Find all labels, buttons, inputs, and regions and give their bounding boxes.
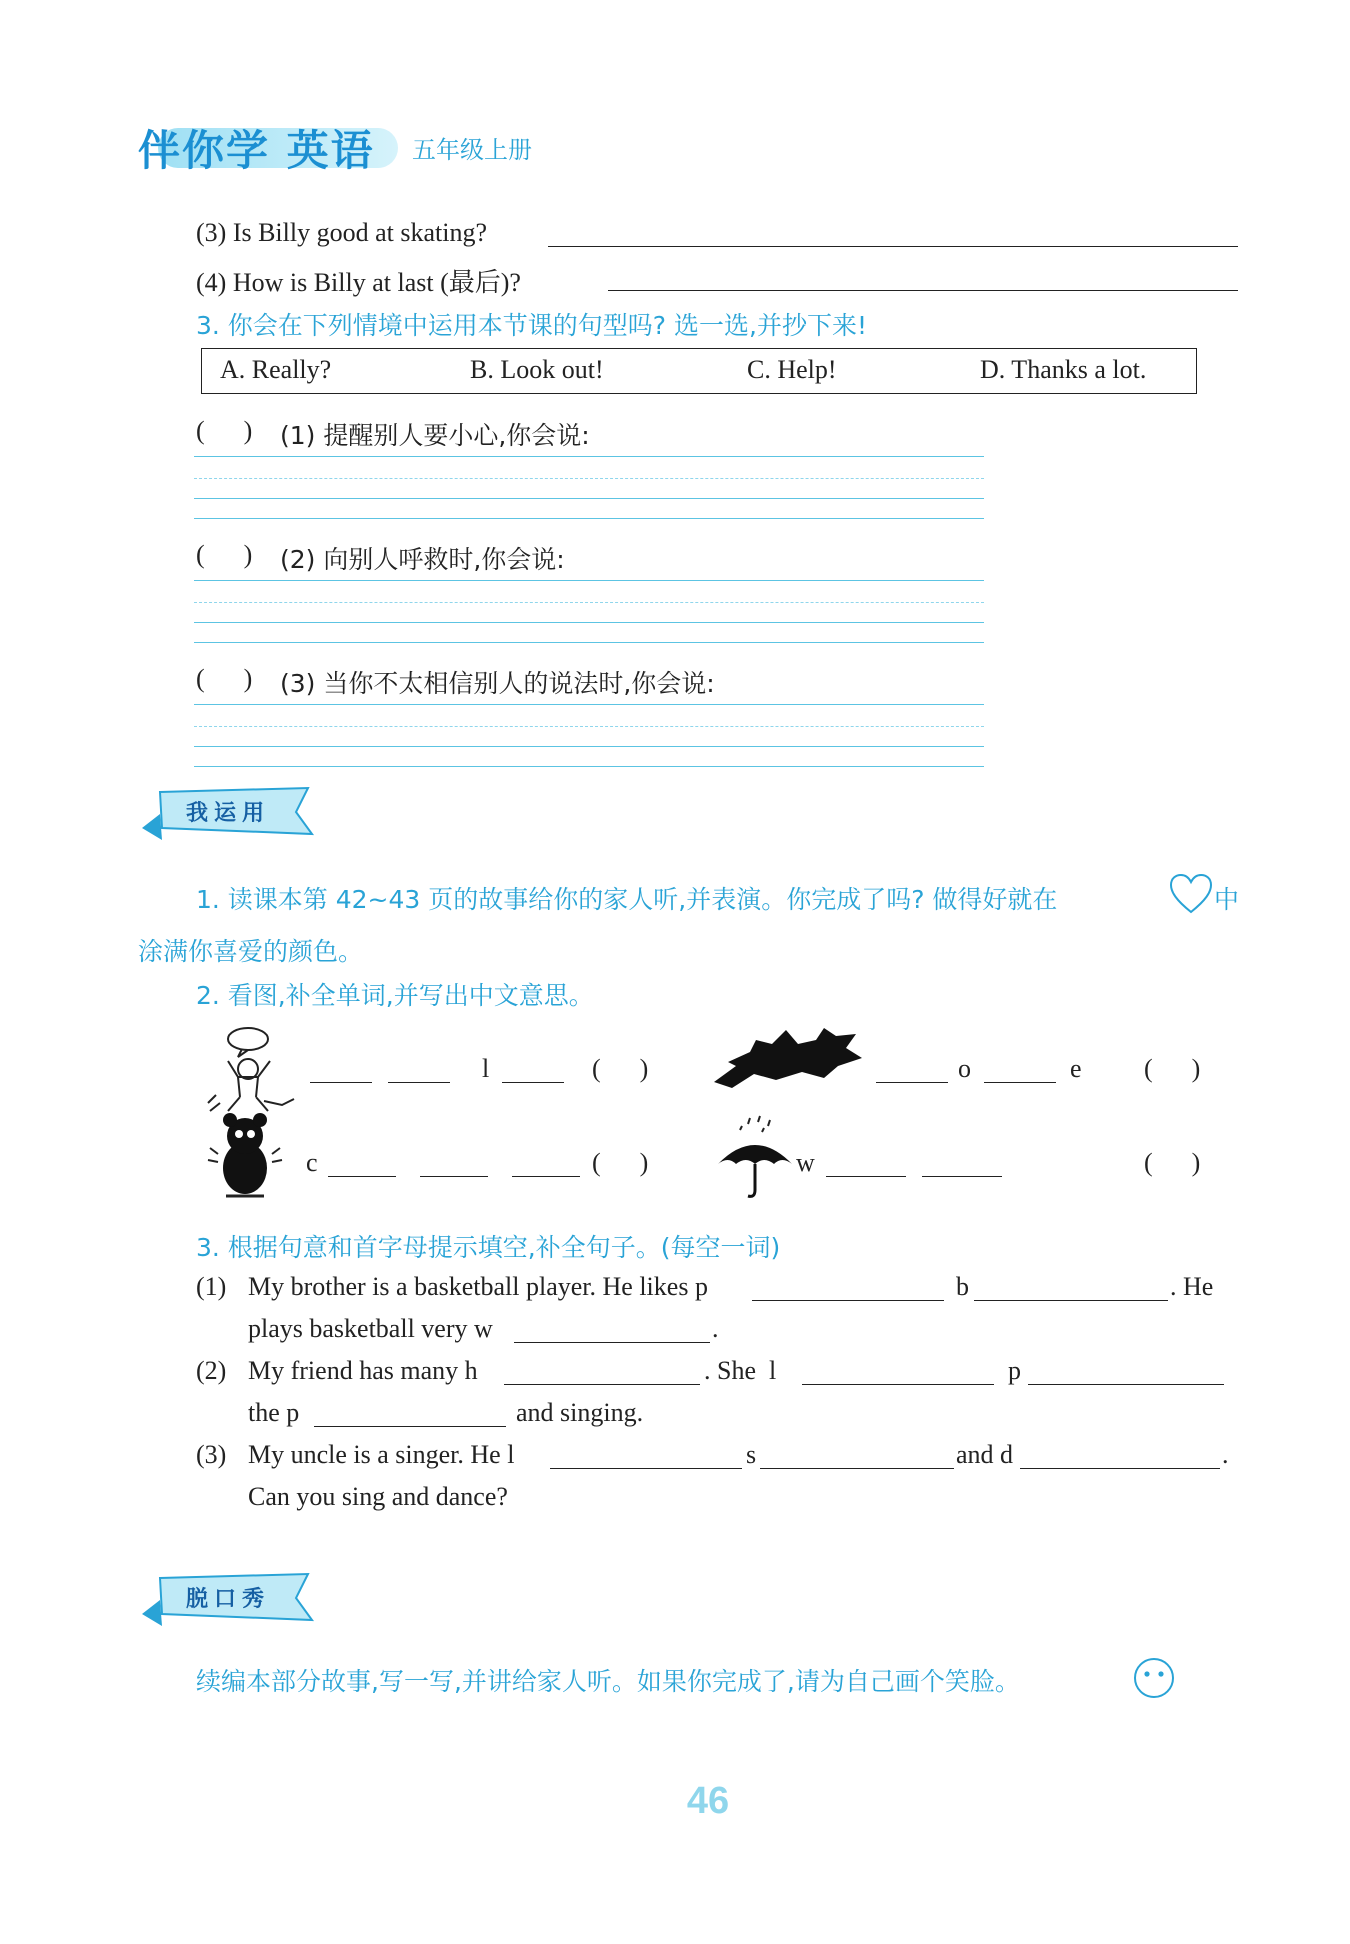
option-b: B. Look out! xyxy=(470,355,604,384)
blank-10[interactable] xyxy=(922,1176,1002,1177)
s2-blank-2[interactable] xyxy=(802,1384,994,1385)
situation-3: (3) 当你不太相信别人的说法时,你会说: xyxy=(280,669,715,698)
writing-guide xyxy=(194,518,984,519)
s2-part-d: the p xyxy=(248,1398,300,1427)
writing-guide xyxy=(194,602,984,603)
s3-blank-3[interactable] xyxy=(1020,1468,1220,1469)
writing-guide[interactable] xyxy=(194,622,984,623)
use-q3-title: 3. 根据句意和首字母提示填空,补全句子。(每空一词) xyxy=(196,1233,781,1262)
badge-label-show: 脱口秀 xyxy=(186,1587,271,1612)
situation-2: (2) 向别人呼救时,你会说: xyxy=(280,545,565,574)
s2-part-a: My friend has many h xyxy=(248,1356,478,1385)
meaning-paren-2[interactable]: ( ) xyxy=(1144,1054,1201,1083)
s3-blank-2[interactable] xyxy=(760,1468,954,1469)
s1-num: (1) xyxy=(196,1272,227,1301)
s3-part-d: . xyxy=(1222,1440,1229,1469)
meaning-paren-1[interactable]: ( ) xyxy=(592,1054,649,1083)
meaning-paren-3[interactable]: ( ) xyxy=(592,1148,649,1177)
s3-part-a: My uncle is a singer. He l xyxy=(248,1440,515,1469)
answer-line-item-4[interactable] xyxy=(608,290,1238,291)
s1-part-c: . He xyxy=(1170,1272,1214,1301)
writing-guide[interactable] xyxy=(194,746,984,747)
s2-blank-1[interactable] xyxy=(504,1384,700,1385)
letter-hint: e xyxy=(1070,1054,1082,1083)
section-3-title: 3. 你会在下列情境中运用本节课的句型吗? 选一选,并抄下来! xyxy=(196,311,867,340)
writing-guide xyxy=(194,726,984,727)
prev-q-item-4: (4) How is Billy at last (最后)? xyxy=(196,268,521,297)
choice-paren-3[interactable]: ( ) xyxy=(196,664,253,693)
s1-part-a: My brother is a basketball player. He likes p xyxy=(248,1272,708,1301)
cold-bear-icon xyxy=(200,1110,290,1200)
s3-part-e: Can you sing and dance? xyxy=(248,1482,508,1511)
badge-label-use: 我运用 xyxy=(186,801,271,826)
letter-hint: w xyxy=(796,1148,815,1177)
workbook-page xyxy=(18,10,1334,1936)
blank-7[interactable] xyxy=(420,1176,488,1177)
blank-1[interactable] xyxy=(310,1082,372,1083)
s1-blank-3[interactable] xyxy=(514,1342,710,1343)
heart-icon[interactable] xyxy=(1168,872,1214,916)
writing-guide xyxy=(194,704,984,705)
s1-blank-1[interactable] xyxy=(752,1300,944,1301)
s1-blank-2[interactable] xyxy=(974,1300,1168,1301)
writing-guide[interactable] xyxy=(194,498,984,499)
letter-hint: l xyxy=(482,1054,490,1083)
meaning-paren-4[interactable]: ( ) xyxy=(1144,1148,1201,1177)
writing-guide xyxy=(194,580,984,581)
s2-num: (2) xyxy=(196,1356,227,1385)
hole-icon xyxy=(706,1022,866,1092)
s3-part-b: s xyxy=(746,1440,757,1469)
smiley-face-icon[interactable] xyxy=(1132,1656,1176,1700)
use-q1-line1: 1. 读课本第 42~43 页的故事给你的家人听,并表演。你完成了吗? 做得好就在 xyxy=(196,885,1058,914)
s2-blank-4[interactable] xyxy=(314,1426,506,1427)
writing-guide xyxy=(194,642,984,643)
blank-3[interactable] xyxy=(502,1082,564,1083)
blank-5[interactable] xyxy=(984,1082,1056,1083)
option-a: A. Really? xyxy=(220,355,332,384)
s1-part-b: b xyxy=(956,1272,969,1301)
s3-num: (3) xyxy=(196,1440,227,1469)
s2-part-c: p xyxy=(1008,1356,1021,1385)
s2-part-e: and singing. xyxy=(516,1398,644,1427)
options-box xyxy=(201,348,1197,394)
book-brand-title: 伴你学 英语 xyxy=(138,126,375,175)
answer-line-item-3[interactable] xyxy=(548,246,1238,247)
use-q1-line2: 涂满你喜爱的颜色。 xyxy=(138,937,364,966)
s1-part-e: . xyxy=(712,1314,719,1343)
writing-guide xyxy=(194,766,984,767)
letter-hint: o xyxy=(958,1054,971,1083)
situation-1: (1) 提醒别人要小心,你会说: xyxy=(280,421,590,450)
s3-blank-1[interactable] xyxy=(550,1468,742,1469)
blank-8[interactable] xyxy=(512,1176,580,1177)
blank-2[interactable] xyxy=(388,1082,450,1083)
s1-part-d: plays basketball very w xyxy=(248,1314,493,1343)
page-number: 46 xyxy=(686,1780,730,1822)
book-grade-label: 五年级上册 xyxy=(412,136,532,164)
use-q2-title: 2. 看图,补全单词,并写出中文意思。 xyxy=(196,981,594,1010)
choice-paren-1[interactable]: ( ) xyxy=(196,416,253,445)
umbrella-icon xyxy=(712,1112,798,1200)
writing-guide xyxy=(194,456,984,457)
prev-q-item-3: (3) Is Billy good at skating? xyxy=(196,218,488,247)
writing-guide xyxy=(194,478,984,479)
letter-hint: c xyxy=(306,1148,318,1177)
blank-6[interactable] xyxy=(328,1176,396,1177)
option-d: D. Thanks a lot. xyxy=(980,355,1147,384)
choice-paren-2[interactable]: ( ) xyxy=(196,540,253,569)
option-c: C. Help! xyxy=(747,355,837,384)
blank-4[interactable] xyxy=(876,1082,948,1083)
s3-part-c: and d xyxy=(956,1440,1014,1469)
shouting-person-icon xyxy=(198,1025,298,1115)
show-instruction: 续编本部分故事,写一写,并讲给家人听。如果你完成了,请为自己画个笑脸。 xyxy=(196,1667,1020,1696)
blank-9[interactable] xyxy=(826,1176,906,1177)
use-q1-zhong: 中 xyxy=(1214,885,1240,914)
s2-part-b: . She l xyxy=(704,1356,777,1385)
s2-blank-3[interactable] xyxy=(1028,1384,1224,1385)
